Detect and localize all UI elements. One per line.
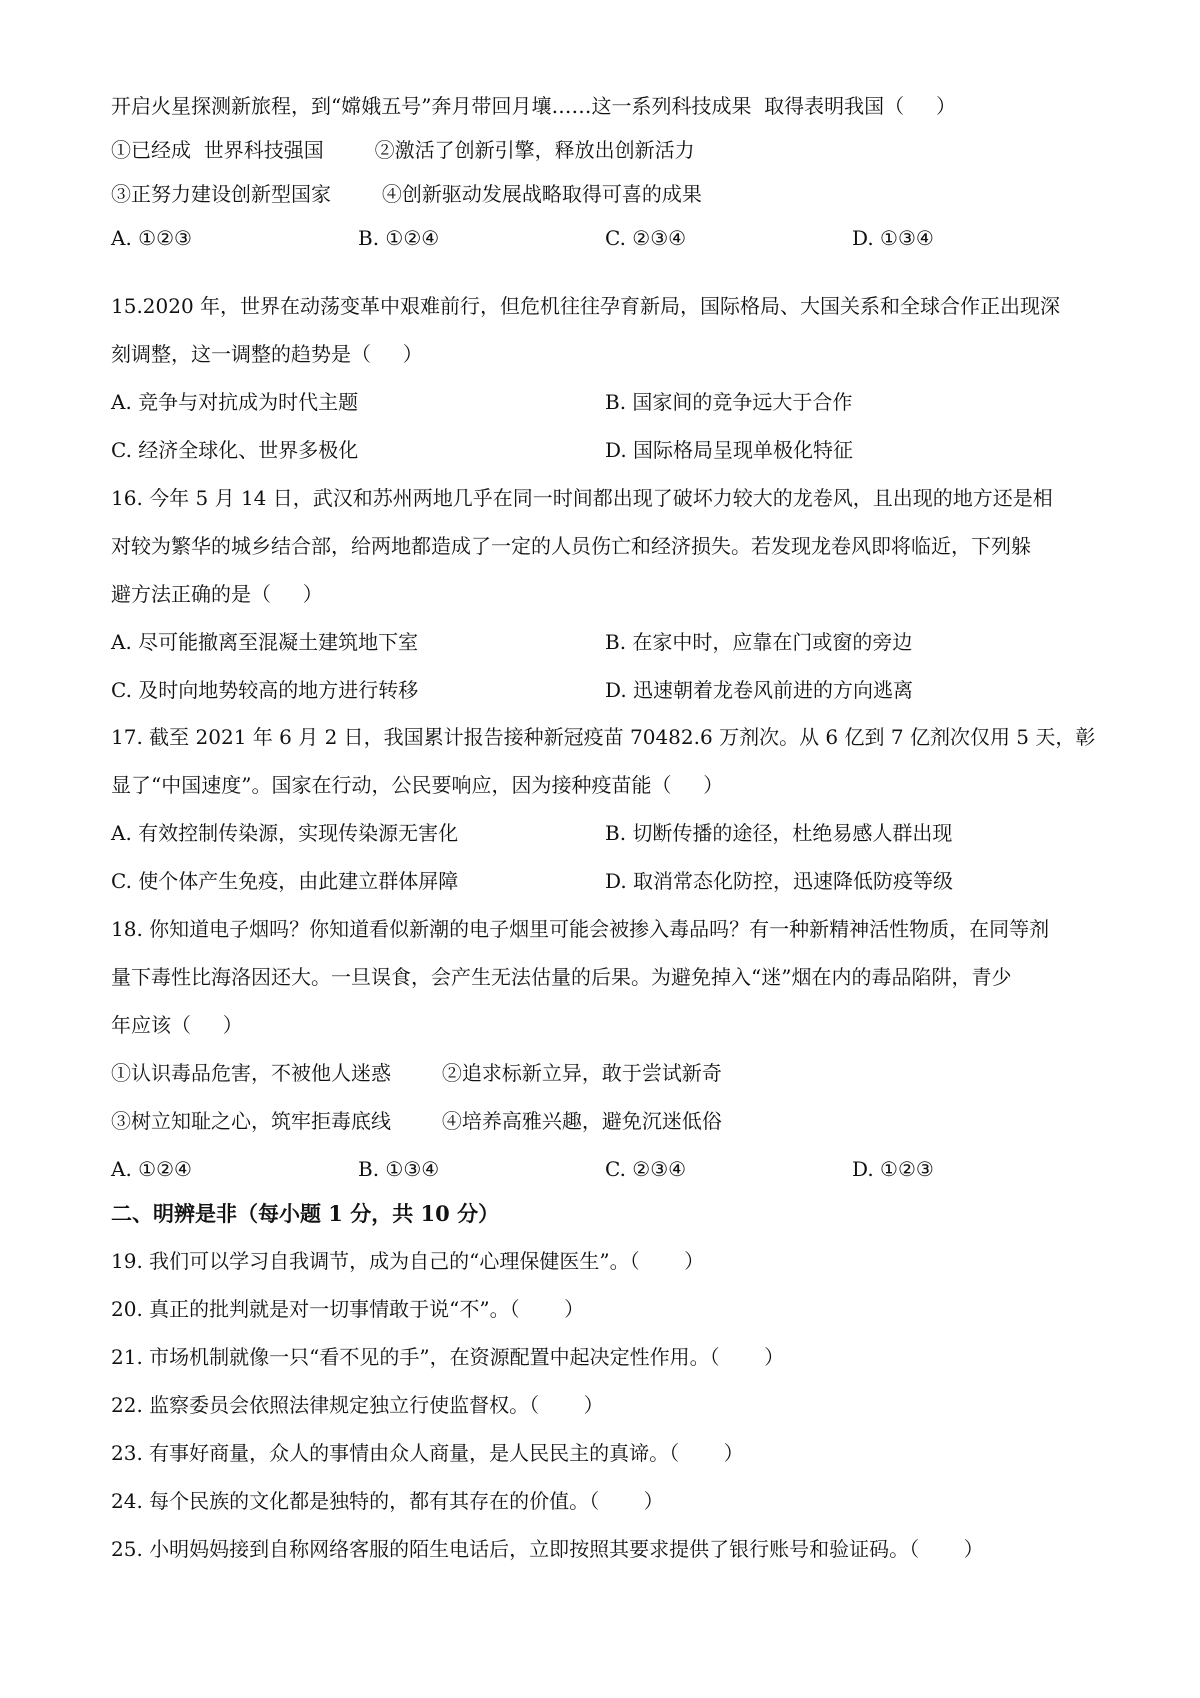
q16-option-c: C. 及时向地势较高的地方进行转移 bbox=[111, 678, 419, 702]
q14-option-a: A. ①②③ bbox=[111, 226, 192, 250]
q17-option-c: C. 使个体产生免疫，由此建立群体屏障 bbox=[111, 869, 459, 893]
q16-stem-1: 16. 今年 5 月 14 日，武汉和苏州两地几乎在同一时间都出现了破坏力较大的龙卷风，且出现的地方还是相 bbox=[111, 486, 1053, 510]
q15-option-a: A. 竞争与对抗成为时代主题 bbox=[111, 390, 359, 414]
q18-option-d: D. ①②③ bbox=[852, 1157, 934, 1181]
judge-item-22: 22. 监察委员会依照法律规定独立行使监督权。（ ） bbox=[111, 1393, 604, 1417]
q18-stem-3: 年应该（ ） bbox=[111, 1013, 243, 1037]
judge-item-19: 19. 我们可以学习自我调节，成为自己的“心理保健医生”。（ ） bbox=[111, 1249, 705, 1273]
judge-item-25: 25. 小明妈妈接到自称网络客服的陌生电话后，立即按照其要求提供了银行账号和验证码。（ ） bbox=[111, 1537, 984, 1561]
judge-item-21: 21. 市场机制就像一只“看不见的手”，在资源配置中起决定性作用。（ ） bbox=[111, 1345, 785, 1369]
q17-option-d: D. 取消常态化防控，迅速降低防疫等级 bbox=[605, 869, 954, 893]
q14-statement-1: ①已经成 世界科技强国 ②激活了创新引擎，释放出创新活力 bbox=[111, 138, 695, 162]
q17-stem-1: 17. 截至 2021 年 6 月 2 日，我国累计报告接种新冠疫苗 70482.6 万剂次。从 6 亿到 7 亿剂次仅用 5 天，彰 bbox=[111, 725, 1096, 749]
q18-option-c: C. ②③④ bbox=[605, 1157, 687, 1181]
q17-stem-2: 显了“中国速度”。国家在行动，公民要响应，因为接种疫苗能（ ） bbox=[111, 773, 724, 797]
q18-option-a: A. ①②④ bbox=[111, 1157, 192, 1181]
q16-stem-2: 对较为繁华的城乡结合部，给两地都造成了一定的人员伤亡和经济损失。若发现龙卷风即将临近，下列躲 bbox=[111, 534, 1031, 558]
section2-heading: 二、明辨是非（每小题 1 分，共 10 分） bbox=[111, 1201, 500, 1226]
q18-statement-1: ①认识毒品危害，不被他人迷惑 ②追求标新立异，敢于尝试新奇 bbox=[111, 1061, 722, 1085]
q16-option-a: A. 尽可能撤离至混凝土建筑地下室 bbox=[111, 630, 419, 654]
q16-stem-3: 避方法正确的是（ ） bbox=[111, 582, 323, 606]
q14-stem: 开启火星探测新旅程，到“嫦娥五号”奔月带回月壤……这一系列科技成果 取得表明我国（ ） bbox=[111, 94, 956, 118]
q17-option-a: A. 有效控制传染源，实现传染源无害化 bbox=[111, 821, 459, 845]
q17-option-b: B. 切断传播的途径，杜绝易感人群出现 bbox=[605, 821, 953, 845]
q18-statement-2: ③树立知耻之心，筑牢拒毒底线 ④培养高雅兴趣，避免沉迷低俗 bbox=[111, 1109, 722, 1133]
q16-option-d: D. 迅速朝着龙卷风前进的方向逃离 bbox=[605, 678, 914, 702]
q15-option-c: C. 经济全球化、世界多极化 bbox=[111, 438, 359, 462]
q18-stem-1: 18. 你知道电子烟吗？你知道看似新潮的电子烟里可能会被掺入毒品吗？有一种新精神活性物质，在同等剂 bbox=[111, 917, 1050, 941]
judge-item-23: 23. 有事好商量，众人的事情由众人商量，是人民民主的真谛。（ ） bbox=[111, 1441, 744, 1465]
q14-statement-2: ③正努力建设创新型国家 ④创新驱动发展战略取得可喜的成果 bbox=[111, 182, 702, 206]
q18-option-b: B. ①③④ bbox=[358, 1157, 440, 1181]
q15-stem-1: 15.2020 年，世界在动荡变革中艰难前行，但危机往往孕育新局，国际格局、大国关系和全球合作正出现深 bbox=[111, 294, 1061, 318]
judge-item-20: 20. 真正的批判就是对一切事情敢于说“不”。（ ） bbox=[111, 1297, 585, 1321]
q14-option-d: D. ①③④ bbox=[852, 226, 934, 250]
q15-option-d: D. 国际格局呈现单极化特征 bbox=[605, 438, 854, 462]
q14-option-c: C. ②③④ bbox=[605, 226, 687, 250]
q15-option-b: B. 国家间的竞争远大于合作 bbox=[605, 390, 853, 414]
q16-option-b: B. 在家中时，应靠在门或窗的旁边 bbox=[605, 630, 913, 654]
judge-item-24: 24. 每个民族的文化都是独特的，都有其存在的价值。（ ） bbox=[111, 1489, 664, 1513]
q14-option-b: B. ①②④ bbox=[358, 226, 440, 250]
q18-stem-2: 量下毒性比海洛因还大。一旦误食，会产生无法估量的后果。为避免掉入“迷”烟在内的毒品陷阱，青少 bbox=[111, 965, 1012, 989]
q15-stem-2: 刻调整，这一调整的趋势是（ ） bbox=[111, 342, 423, 366]
